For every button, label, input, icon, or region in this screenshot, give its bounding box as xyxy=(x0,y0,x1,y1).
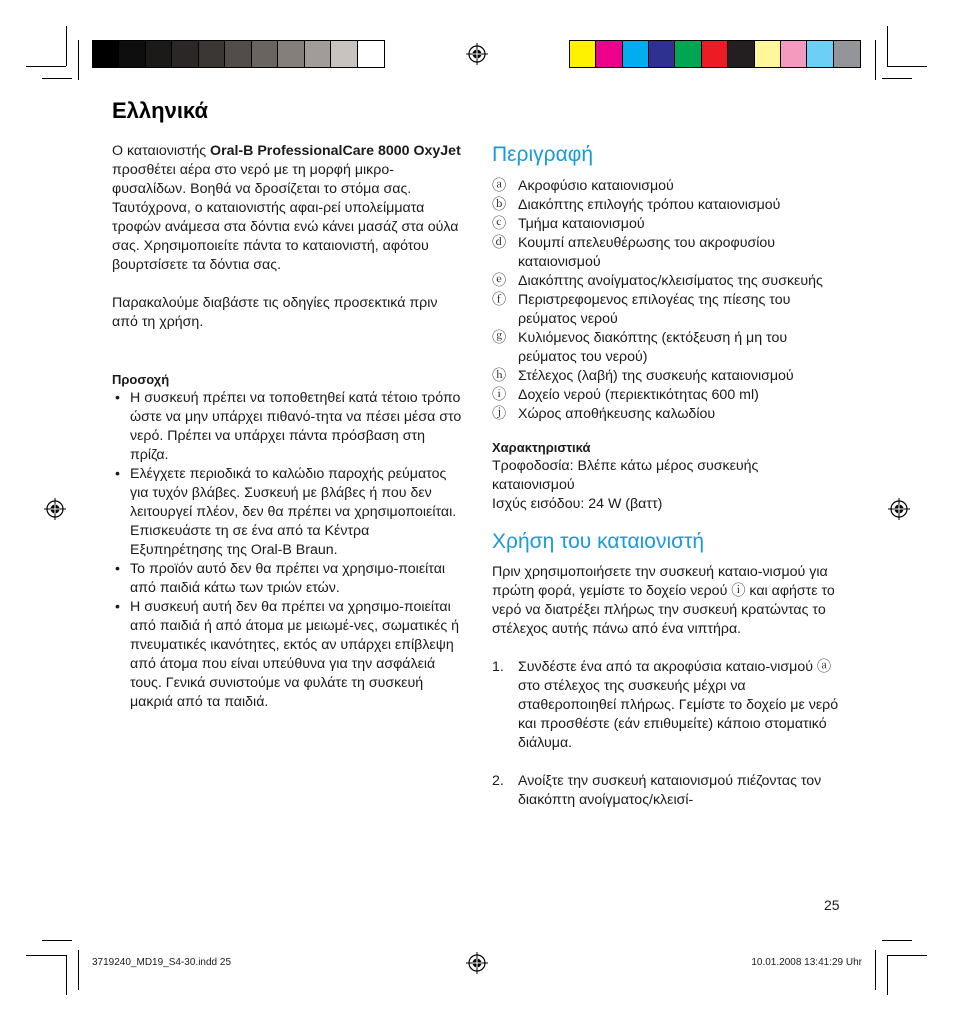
part-text: Χώρος αποθήκευσης καλωδίου xyxy=(518,406,716,422)
color-swatch xyxy=(623,41,649,67)
part-marker: ⓑ xyxy=(492,197,507,213)
spec-power-supply: Τροφοδοσία: Βλέπε κάτω μέρος συσκευής καταιονισμού xyxy=(492,458,759,493)
usage-step xyxy=(492,658,842,753)
color-swatch xyxy=(649,41,675,67)
part-marker: ⓓ xyxy=(492,235,507,251)
step-number: 1. xyxy=(492,659,504,675)
crop-mark xyxy=(42,940,72,941)
crop-mark xyxy=(26,955,66,956)
crop-mark xyxy=(66,26,67,66)
color-swatch xyxy=(305,41,331,67)
read-instructions-note: Παρακαλούμε διαβάστε τις οδηγίες προσεκτικά πριν από τη χρήση. xyxy=(112,295,438,330)
color-swatch xyxy=(834,41,860,67)
crop-mark xyxy=(887,955,927,956)
color-swatch xyxy=(596,41,622,67)
color-swatch xyxy=(199,41,225,67)
caution-item: • Ελέγχετε περιοδικά το καλώδιο παροχής ρεύματος για τυχόν βλάβες. Συσκευή με βλάβες ή που δεν λειτουργεί πλέον, δεν θα πρέπει να χρησιμοποιείται. Επισκευάστε τη σε ένα από τα Κέντρα Εξυπηρέτησης της Oral-B Braun. xyxy=(112,465,462,560)
part-item xyxy=(492,196,842,215)
caution-item: • Το προϊόν αυτό δεν θα πρέπει να χρησιμο-ποιείται από παιδιά κάτω των τριών ετών. xyxy=(112,560,462,598)
parts-list xyxy=(492,177,842,424)
color-swatch xyxy=(252,41,278,67)
part-text: Κυλιόμενος διακόπτης (εκτόξευση ή μη του ρεύματος του νερού) xyxy=(518,330,788,365)
grayscale-color-bar xyxy=(92,40,385,68)
part-text: Ακροφύσιο καταιονισμού xyxy=(518,178,674,194)
part-item xyxy=(492,234,842,272)
description-heading: Περιγραφή xyxy=(492,143,594,166)
crop-mark xyxy=(882,78,912,79)
part-marker: ⓐ xyxy=(492,178,507,194)
part-marker: ⓘ xyxy=(492,387,507,403)
crop-mark xyxy=(887,955,888,995)
part-text: Τμήμα καταιονισμού xyxy=(518,216,645,232)
color-swatch xyxy=(225,41,251,67)
part-text: Διακόπτης επιλογής τρόπου καταιονισμού xyxy=(518,197,781,213)
part-item xyxy=(492,291,842,329)
crop-mark xyxy=(882,940,912,941)
part-item xyxy=(492,177,842,196)
crop-mark xyxy=(875,950,876,990)
part-text: Στέλεχος (λαβή) της συσκευής καταιονισμού xyxy=(518,368,794,384)
part-marker: ⓖ xyxy=(492,330,507,346)
intro-paragraph: Ο καταιονιστής Oral-B ProfessionalCare 8000 OxyJet προσθέτει αέρα στο νερό με τη μορφή μικρο-φυσαλίδων. Βοηθά να δροσίζεται το στόμα σας. Ταυτόχρονα, ο καταιονιστής αφαι-ρεί υπολείμματα τροφών ανάμεσα στα δόντια ενώ κάνει μασάζ στα ούλα σας. Χρησιμοποιείτε πάντα το καταιονιστή, αφότου βουρτσίσετε τα δόντια σας. xyxy=(112,143,461,273)
caution-heading: Προσοχή xyxy=(112,372,170,387)
crop-mark xyxy=(875,40,876,80)
process-color-bar xyxy=(569,40,861,68)
registration-mark-icon xyxy=(44,498,66,520)
part-text: Δοχείο νερού (περιεκτικότητας 600 ml) xyxy=(518,387,759,403)
step-text: Ανοίξτε την συσκευή καταιονισμού πιέζοντας τον διακόπτη ανοίγματος/κλεισί- xyxy=(518,773,822,808)
part-text: Διακόπτης ανοίγματος/κλεισίματος της συσκευής xyxy=(518,273,823,289)
usage-heading: Χρήση του καταιονιστή xyxy=(492,530,705,553)
color-swatch xyxy=(146,41,172,67)
right-column xyxy=(492,142,842,810)
registration-mark-icon xyxy=(466,952,488,974)
crop-mark xyxy=(78,950,79,990)
footer-filename: 3719240_MD19_S4-30.indd 25 xyxy=(92,957,231,968)
part-marker: ⓕ xyxy=(492,292,507,308)
color-swatch xyxy=(675,41,701,67)
part-text: Κουμπί απελευθέρωσης του ακροφυσίου καταιονισμού xyxy=(518,235,776,270)
color-swatch xyxy=(702,41,728,67)
page-number: 25 xyxy=(824,897,840,913)
color-swatch xyxy=(728,41,754,67)
color-swatch xyxy=(278,41,304,67)
part-item xyxy=(492,405,842,424)
usage-steps xyxy=(492,658,842,810)
part-marker: ⓒ xyxy=(492,216,507,232)
caution-item: • Η συσκευή πρέπει να τοποθετηθεί κατά τέτοιο τρόπο ώστε να μην υπάρχει πιθανό-τητα να πέσει μέσα στο νερό. Πρέπει να υπάρχει πάντα πρόσβαση στη πρίζα. xyxy=(112,389,462,465)
color-swatch xyxy=(755,41,781,67)
part-item xyxy=(492,329,842,367)
registration-mark-icon xyxy=(888,498,910,520)
crop-mark xyxy=(26,66,66,67)
footer-timestamp: 10.01.2008 13:41:29 Uhr xyxy=(751,957,862,968)
part-marker: ⓔ xyxy=(492,273,507,289)
spec-input-power: Ισχύς εισόδου: 24 W (βαττ) xyxy=(492,496,663,512)
part-marker: ⓗ xyxy=(492,368,507,384)
language-heading: Ελληνικά xyxy=(112,98,208,123)
crop-mark xyxy=(887,26,888,66)
step-number: 2. xyxy=(492,773,504,789)
part-item xyxy=(492,367,842,386)
product-name: Oral-B ProfessionalCare 8000 OxyJet xyxy=(210,143,461,159)
crop-mark xyxy=(66,955,67,995)
color-swatch xyxy=(358,41,384,67)
specifications-heading: Χαρακτηριστικά xyxy=(492,440,591,455)
left-column xyxy=(112,142,462,712)
color-swatch xyxy=(93,41,119,67)
crop-mark xyxy=(78,40,79,80)
part-item xyxy=(492,215,842,234)
caution-item: • Η συσκευή αυτή δεν θα πρέπει να χρησιμο-ποιείται από παιδιά ή από άτομα με μειωμέ-νες, σωματικές ή πνευματικές ικανότητες, εκτός αν υπάρχει επίβλεψη από άτομα που είναι υπεύθυνα για την ασφάλειά τους. Γενικά συνιστούμε να φυλάτε τη συσκευή μακριά από τα παιδιά. xyxy=(112,598,462,712)
usage-step xyxy=(492,772,842,810)
part-item xyxy=(492,272,842,291)
part-marker: ⓙ xyxy=(492,406,507,422)
caution-list xyxy=(112,389,462,712)
color-swatch xyxy=(807,41,833,67)
usage-intro: Πριν χρησιμοποιήσετε την συσκευή καταιο-νισμού για πρώτη φορά, γεμίστε το δοχείο νερού ⓘ και αφήστε το νερό να διατρέξει πλήρως την συσκευή κρατώντας το στέλεχος αυτής πάνω από ένα νιπτήρα. xyxy=(492,564,835,637)
part-text: Περιστρεφομενος επιλογέας της πίεσης του ρεύματος νερού xyxy=(518,292,791,327)
step-text: Συνδέστε ένα από τα ακροφύσια καταιο-νισμού ⓐ στο στέλεχος της συσκευής μέχρι να σταθεροποιηθεί πλήρως. Γεμίστε το δοχείο με νερό και προσθέστε (εάν επιθυμείτε) κάποιο στοματικό διάλυμα. xyxy=(518,659,839,751)
color-swatch xyxy=(119,41,145,67)
color-swatch xyxy=(781,41,807,67)
crop-mark xyxy=(887,66,927,67)
color-swatch xyxy=(570,41,596,67)
registration-mark-icon xyxy=(466,43,488,65)
part-item xyxy=(492,386,842,405)
color-swatch xyxy=(331,41,357,67)
crop-mark xyxy=(42,78,72,79)
color-swatch xyxy=(172,41,198,67)
